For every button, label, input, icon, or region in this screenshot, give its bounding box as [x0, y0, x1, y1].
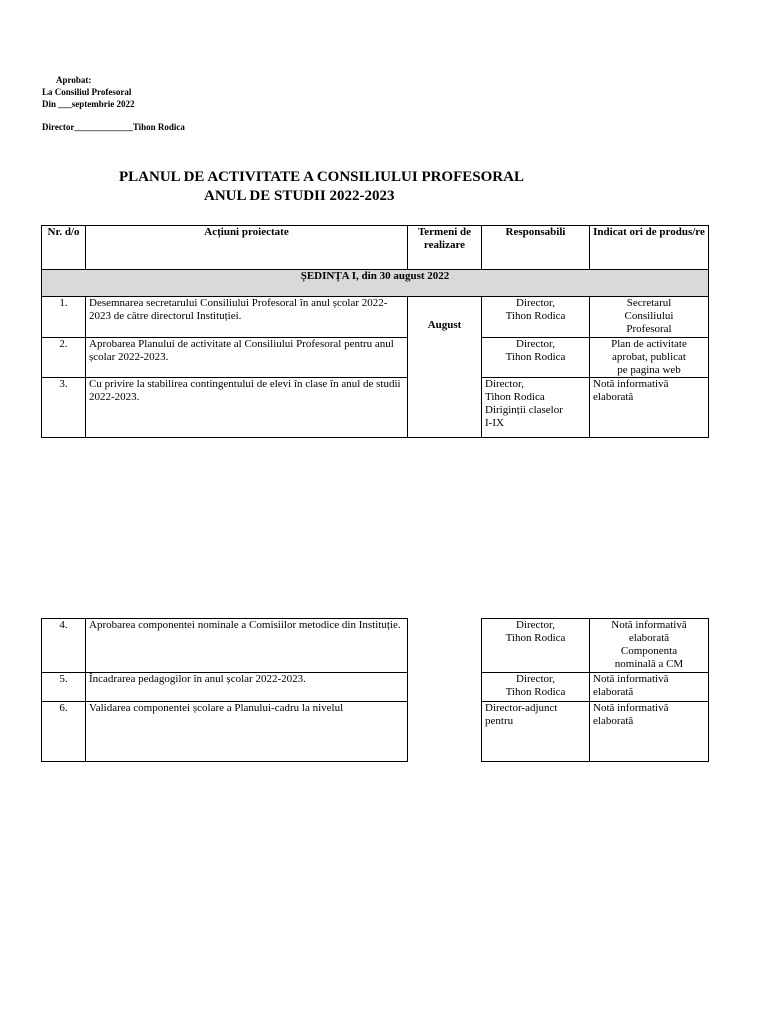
table-header-row — [42, 226, 709, 270]
row-nr: 5. — [42, 673, 86, 702]
row-indicator: Secretarul Consiliului Profesoral — [590, 297, 709, 338]
row-indicator: Notă informativă elaborată — [590, 673, 709, 702]
session-row — [42, 270, 709, 297]
row-action: Încadrarea pedagogilor în anul școlar 2022-2023. — [86, 673, 408, 702]
table-row — [42, 673, 709, 702]
title-line-1: PLANUL DE ACTIVITATE A CONSILIULUI PROFESORAL — [119, 169, 524, 185]
row-nr: 6. — [42, 702, 86, 762]
row-action: Validarea componentei școlare a Planului-cadru la nivelul — [86, 702, 408, 762]
row-responsible: Director, Tihon Rodica — [482, 297, 590, 338]
row-nr: 2. — [42, 338, 86, 378]
header-responsible: Responsabili — [482, 226, 590, 270]
row-nr: 4. — [42, 619, 86, 673]
row-responsible: Director, Tihon Rodica — [482, 619, 590, 673]
row-indicator: Notă informativă elaborată Componenta nominală a CM — [590, 619, 709, 673]
title-line-2: ANUL DE STUDII 2022-2023 — [204, 188, 395, 204]
deadline-cell: August — [408, 297, 482, 438]
approval-line-date: Din ___septembrie 2022 — [42, 99, 135, 109]
row-responsible: Director, Tihon Rodica Diriginții claselor I-IX — [482, 378, 590, 438]
row-action: Cu privire la stabilirea contingentului de elevi în clase în anul de studii 2022-2023. — [86, 378, 408, 438]
approval-line-director: Director_____________Tihon Rodica — [42, 122, 185, 132]
header-indicators: Indicat ori de produs/re — [590, 226, 709, 270]
table-row — [42, 338, 709, 378]
header-nr: Nr. d/o — [42, 226, 86, 270]
row-responsible: Director, Tihon Rodica — [482, 673, 590, 702]
empty-deadline-cell — [408, 673, 482, 702]
empty-deadline-cell — [408, 702, 482, 762]
row-indicator: Plan de activitate aprobat, publicat pe pagina web — [590, 338, 709, 378]
row-action: Aprobarea Planului de activitate al Consiliului Profesoral pentru anul școlar 2022-2023. — [86, 338, 408, 378]
approval-line-council: La Consiliul Profesoral — [42, 87, 132, 97]
activity-plan-table — [41, 225, 709, 438]
row-responsible: Director-adjunct pentru — [482, 702, 590, 762]
session-title: ȘEDINȚA I, din 30 august 2022 — [42, 270, 709, 297]
row-action: Desemnarea secretarului Consiliului Profesoral în anul școlar 2022- 2023 de către directorul Instituției. — [86, 297, 408, 338]
header-actions: Acțiuni proiectate — [86, 226, 408, 270]
approval-block — [42, 74, 185, 133]
table-row — [42, 297, 709, 338]
header-deadline: Termeni de realizare — [408, 226, 482, 270]
row-indicator: Notă informativă elaborată — [590, 702, 709, 762]
table-row — [42, 702, 709, 762]
row-nr: 3. — [42, 378, 86, 438]
table-row — [42, 619, 709, 673]
activity-plan-table-continued — [41, 618, 709, 762]
row-action: Aprobarea componentei nominale a Comisiilor metodice din Instituție. — [86, 619, 408, 673]
empty-deadline-cell — [408, 619, 482, 673]
row-indicator: Notă informativă elaborată — [590, 378, 709, 438]
row-responsible: Director, Tihon Rodica — [482, 338, 590, 378]
table-row — [42, 378, 709, 438]
approval-line-approved: Aprobat: — [56, 75, 92, 85]
row-nr: 1. — [42, 297, 86, 338]
